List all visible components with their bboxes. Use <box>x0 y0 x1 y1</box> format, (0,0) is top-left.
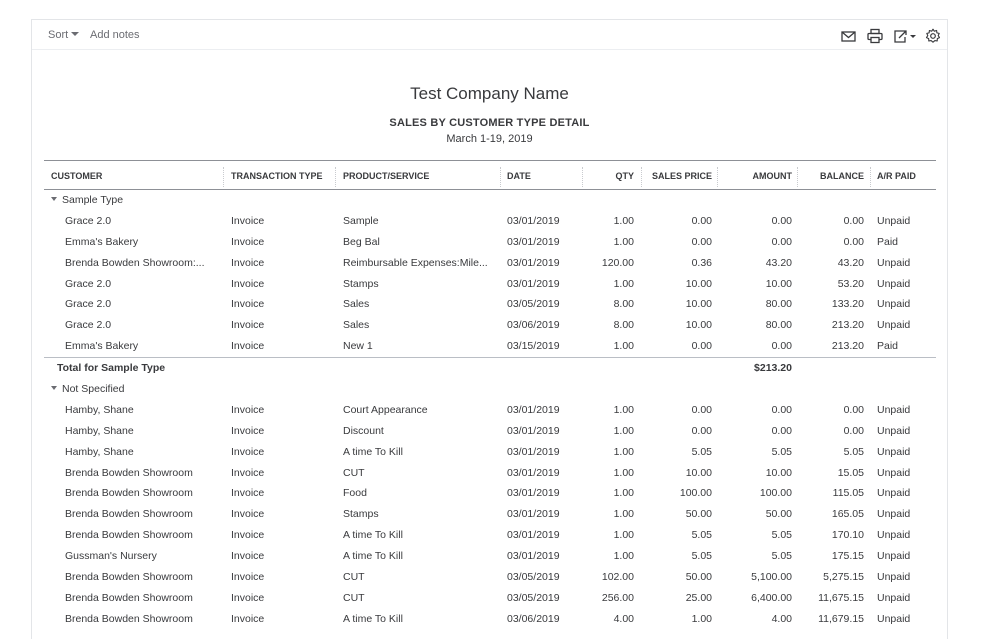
cell-ar-paid: Paid <box>877 235 899 248</box>
cell-sales-price: 0.00 <box>691 424 712 437</box>
column-resize-handle[interactable] <box>335 167 336 187</box>
cell-date: 03/01/2019 <box>507 256 560 269</box>
group-label <box>51 194 123 206</box>
cell-product-service: A time To Kill <box>343 529 403 542</box>
table-row[interactable] <box>44 483 936 504</box>
col-header-ar-paid[interactable]: A/R PAID <box>877 171 916 181</box>
cell-transaction-type[interactable]: Invoice <box>231 256 265 269</box>
cell-customer: Brenda Bowden Showroom:... <box>65 256 205 269</box>
table-row[interactable] <box>44 211 936 232</box>
table-body <box>44 190 936 630</box>
cell-ar-paid: Unpaid <box>877 403 911 416</box>
cell-balance: 133.20 <box>831 298 864 311</box>
cell-balance: 165.05 <box>831 508 864 521</box>
cell-qty: 256.00 <box>601 591 634 604</box>
cell-customer: Brenda Bowden Showroom <box>65 466 193 479</box>
cell-customer: Grace 2.0 <box>65 319 112 332</box>
cell-transaction-type[interactable]: Invoice <box>231 235 265 248</box>
cell-product-service: A time To Kill <box>343 550 403 563</box>
cell-customer: Grace 2.0 <box>65 298 112 311</box>
col-header-transaction-type[interactable]: TRANSACTION TYPE <box>231 171 323 181</box>
cell-customer: Emma's Bakery <box>65 340 139 353</box>
cell-ar-paid: Unpaid <box>877 256 911 269</box>
cell-product-service: New 1 <box>343 340 373 353</box>
cell-ar-paid: Unpaid <box>877 571 911 584</box>
cell-balance: 43.20 <box>837 256 864 269</box>
cell-date: 03/01/2019 <box>507 550 560 563</box>
cell-balance: 11,675.15 <box>818 591 864 604</box>
cell-transaction-type[interactable]: Invoice <box>231 487 265 500</box>
table-row[interactable] <box>44 274 936 295</box>
table-row[interactable] <box>44 588 936 609</box>
cell-amount: 80.00 <box>765 298 792 311</box>
mail-icon[interactable] <box>840 28 858 44</box>
cell-transaction-type[interactable]: Invoice <box>231 403 265 416</box>
cell-amount: 50.00 <box>765 508 792 521</box>
cell-customer: Hamby, Shane <box>65 445 134 458</box>
cell-balance: 0.00 <box>843 424 864 437</box>
cell-product-service: A time To Kill <box>343 612 403 625</box>
cell-ar-paid: Unpaid <box>877 319 911 332</box>
cell-sales-price: 5.05 <box>691 445 712 458</box>
sort-dropdown[interactable] <box>48 29 79 41</box>
cell-sales-price: 50.00 <box>685 571 712 584</box>
cell-qty: 1.00 <box>613 424 634 437</box>
report-panel <box>31 19 948 639</box>
column-resize-handle[interactable] <box>870 167 871 187</box>
cell-amount: 0.00 <box>771 235 792 248</box>
group-name: Sample Type <box>62 194 124 206</box>
cell-customer: Gussman's Nursery <box>65 550 157 563</box>
add-notes-link[interactable]: Add notes <box>90 29 140 41</box>
cell-date: 03/01/2019 <box>507 466 560 479</box>
cell-balance: 11,679.15 <box>818 612 864 625</box>
cell-transaction-type[interactable]: Invoice <box>231 571 265 584</box>
cell-product-service: CUT <box>343 571 365 584</box>
export-icon[interactable] <box>892 28 918 44</box>
cell-product-service: Sales <box>343 298 370 311</box>
cell-amount: 5.05 <box>771 445 792 458</box>
cell-amount: 43.20 <box>765 256 792 269</box>
cell-date: 03/05/2019 <box>507 571 560 584</box>
cell-transaction-type[interactable]: Invoice <box>231 529 265 542</box>
cell-ar-paid: Unpaid <box>877 591 911 604</box>
cell-qty: 8.00 <box>613 298 634 311</box>
cell-date: 03/05/2019 <box>507 591 560 604</box>
table-row[interactable] <box>44 525 936 546</box>
cell-ar-paid: Unpaid <box>877 508 911 521</box>
col-header-date[interactable]: DATE <box>507 171 531 181</box>
table-row[interactable] <box>44 567 936 588</box>
cell-date: 03/06/2019 <box>507 319 560 332</box>
company-name: Test Company Name <box>410 84 569 103</box>
cell-qty: 1.00 <box>613 466 634 479</box>
cell-amount: 10.00 <box>765 277 792 290</box>
table-row[interactable] <box>44 232 936 253</box>
cell-sales-price: 0.00 <box>691 403 712 416</box>
cell-amount: 5.05 <box>771 550 792 563</box>
cell-qty: 1.00 <box>613 214 634 227</box>
table-row[interactable] <box>44 546 936 567</box>
cell-customer: Brenda Bowden Showroom <box>65 529 193 542</box>
report-title: SALES BY CUSTOMER TYPE DETAIL <box>389 117 590 129</box>
cell-qty: 1.00 <box>613 529 634 542</box>
cell-amount: 4.00 <box>771 612 792 625</box>
cell-sales-price: 0.36 <box>691 256 712 269</box>
cell-amount: 5.05 <box>771 529 792 542</box>
table-row[interactable] <box>44 442 936 463</box>
cell-transaction-type[interactable]: Invoice <box>231 466 265 479</box>
cell-ar-paid: Unpaid <box>877 612 911 625</box>
cell-sales-price: 10.00 <box>685 319 712 332</box>
cell-qty: 1.00 <box>613 445 634 458</box>
cell-qty: 1.00 <box>613 487 634 500</box>
col-header-balance[interactable]: BALANCE <box>820 171 864 181</box>
cell-amount: 0.00 <box>771 214 792 227</box>
cell-balance: 53.20 <box>837 277 864 290</box>
cell-date: 03/01/2019 <box>507 508 560 521</box>
cell-transaction-type[interactable]: Invoice <box>231 277 265 290</box>
cell-ar-paid: Unpaid <box>877 550 911 563</box>
cell-customer: Brenda Bowden Showroom <box>65 508 193 521</box>
cell-ar-paid: Unpaid <box>877 529 911 542</box>
report-table <box>44 160 936 630</box>
group-header[interactable] <box>44 190 936 211</box>
cell-ar-paid: Unpaid <box>877 277 911 290</box>
group-total-amount[interactable]: $213.20 <box>754 362 792 375</box>
cell-date: 03/06/2019 <box>507 612 560 625</box>
sort-label: Sort <box>48 29 69 41</box>
cell-customer: Brenda Bowden Showroom <box>65 591 193 604</box>
print-icon[interactable] <box>866 28 884 44</box>
cell-amount: 5,100.00 <box>751 571 792 584</box>
cell-date: 03/01/2019 <box>507 403 560 416</box>
cell-customer: Emma's Bakery <box>65 235 139 248</box>
cell-balance: 170.10 <box>831 529 864 542</box>
cell-qty: 1.00 <box>613 235 634 248</box>
cell-balance: 213.20 <box>831 319 864 332</box>
cell-qty: 1.00 <box>613 508 634 521</box>
cell-qty: 4.00 <box>613 612 634 625</box>
column-resize-handle[interactable] <box>641 167 642 187</box>
cell-balance: 5.05 <box>843 445 864 458</box>
cell-transaction-type[interactable]: Invoice <box>231 424 265 437</box>
cell-transaction-type[interactable]: Invoice <box>231 591 265 604</box>
cell-date: 03/01/2019 <box>507 214 560 227</box>
cell-balance: 213.20 <box>831 340 864 353</box>
table-row[interactable] <box>44 253 936 274</box>
cell-ar-paid: Unpaid <box>877 214 911 227</box>
cell-ar-paid: Unpaid <box>877 424 911 437</box>
cell-date: 03/01/2019 <box>507 277 560 290</box>
column-resize-handle[interactable] <box>582 167 583 187</box>
col-header-sales-price[interactable]: SALES PRICE <box>651 171 712 181</box>
cell-sales-price: 0.00 <box>691 235 712 248</box>
table-row[interactable] <box>44 463 936 484</box>
column-resize-handle[interactable] <box>223 167 224 187</box>
cell-qty: 1.00 <box>613 340 634 353</box>
cell-amount: 10.00 <box>765 466 792 479</box>
cell-product-service: Discount <box>343 424 384 437</box>
report-date-range: March 1-19, 2019 <box>446 133 533 145</box>
cell-amount: 0.00 <box>771 340 792 353</box>
table-row[interactable] <box>44 336 936 357</box>
cell-transaction-type[interactable]: Invoice <box>231 508 265 521</box>
cell-qty: 120.00 <box>601 256 634 269</box>
cell-balance: 15.05 <box>837 466 864 479</box>
cell-sales-price: 25.00 <box>685 591 712 604</box>
table-header <box>44 160 936 190</box>
cell-product-service: Reimbursable Expenses:Mile... <box>343 256 488 269</box>
cell-transaction-type[interactable]: Invoice <box>231 340 265 353</box>
cell-date: 03/01/2019 <box>507 235 560 248</box>
gear-icon[interactable] <box>924 28 942 44</box>
cell-sales-price: 10.00 <box>685 298 712 311</box>
column-resize-handle[interactable] <box>717 167 718 187</box>
column-resize-handle[interactable] <box>500 167 501 187</box>
cell-qty: 8.00 <box>613 319 634 332</box>
cell-customer: Hamby, Shane <box>65 403 134 416</box>
cell-date: 03/05/2019 <box>507 298 560 311</box>
table-row[interactable] <box>44 400 936 421</box>
cell-product-service: Sample <box>343 214 379 227</box>
cell-sales-price: 100.00 <box>679 487 712 500</box>
cell-sales-price: 5.05 <box>691 550 712 563</box>
cell-sales-price: 0.00 <box>691 340 712 353</box>
cell-customer: Brenda Bowden Showroom <box>65 612 193 625</box>
col-header-amount[interactable]: AMOUNT <box>752 171 792 181</box>
cell-product-service: CUT <box>343 591 365 604</box>
cell-ar-paid: Unpaid <box>877 466 911 479</box>
cell-amount: 6,400.00 <box>751 591 792 604</box>
cell-amount: 0.00 <box>771 424 792 437</box>
caret-down-icon <box>71 32 79 36</box>
cell-amount: 0.00 <box>771 403 792 416</box>
cell-transaction-type[interactable]: Invoice <box>231 298 265 311</box>
cell-transaction-type[interactable]: Invoice <box>231 612 265 625</box>
cell-customer: Brenda Bowden Showroom <box>65 487 193 500</box>
cell-balance: 115.05 <box>832 487 864 500</box>
cell-transaction-type[interactable]: Invoice <box>231 445 265 458</box>
cell-customer: Hamby, Shane <box>65 424 134 437</box>
cell-amount: 100.00 <box>759 487 792 500</box>
cell-ar-paid: Unpaid <box>877 487 911 500</box>
cell-product-service: A time To Kill <box>343 445 403 458</box>
cell-qty: 1.00 <box>613 277 634 290</box>
col-header-qty[interactable]: QTY <box>615 171 634 181</box>
cell-product-service: Food <box>343 487 367 500</box>
table-row[interactable] <box>44 504 936 525</box>
cell-customer: Brenda Bowden Showroom <box>65 571 193 584</box>
cell-customer: Grace 2.0 <box>65 214 112 227</box>
cell-amount: 80.00 <box>765 319 792 332</box>
collapse-caret-icon[interactable] <box>51 386 57 390</box>
cell-product-service: Beg Bal <box>343 235 380 248</box>
cell-date: 03/01/2019 <box>507 487 560 500</box>
group-total-label: Total for Sample Type <box>57 362 166 375</box>
cell-balance: 0.00 <box>843 214 864 227</box>
cell-product-service: CUT <box>343 466 365 479</box>
cell-sales-price: 10.00 <box>685 466 712 479</box>
cell-ar-paid: Paid <box>877 340 899 353</box>
table-row[interactable] <box>44 421 936 442</box>
group-name: Not Specified <box>62 383 125 396</box>
cell-sales-price: 10.00 <box>685 277 712 290</box>
cell-date: 03/01/2019 <box>507 529 560 542</box>
cell-customer: Grace 2.0 <box>65 277 112 290</box>
cell-transaction-type[interactable]: Invoice <box>231 214 265 227</box>
cell-balance: 5,275.15 <box>823 571 864 584</box>
cell-sales-price: 0.00 <box>691 214 712 227</box>
cell-product-service: Stamps <box>343 508 379 521</box>
cell-date: 03/15/2019 <box>507 340 560 353</box>
cell-qty: 1.00 <box>613 403 634 416</box>
cell-date: 03/01/2019 <box>507 424 560 437</box>
col-header-customer[interactable]: CUSTOMER <box>51 171 103 181</box>
group-total-row <box>44 357 936 379</box>
collapse-caret-icon[interactable] <box>51 197 57 201</box>
cell-sales-price: 50.00 <box>685 508 712 521</box>
table-row[interactable] <box>44 294 936 315</box>
cell-balance: 0.00 <box>843 235 864 248</box>
cell-sales-price: 5.05 <box>691 529 712 542</box>
cell-transaction-type[interactable]: Invoice <box>231 319 265 332</box>
cell-transaction-type[interactable]: Invoice <box>231 550 265 563</box>
cell-ar-paid: Unpaid <box>877 445 911 458</box>
col-header-product-service[interactable]: PRODUCT/SERVICE <box>343 171 430 181</box>
cell-balance: 175.15 <box>831 550 864 563</box>
cell-product-service: Stamps <box>343 277 379 290</box>
cell-qty: 102.00 <box>601 571 634 584</box>
cell-ar-paid: Unpaid <box>877 298 911 311</box>
table-row[interactable] <box>44 315 936 336</box>
table-row[interactable] <box>44 609 936 630</box>
cell-qty: 1.00 <box>613 550 634 563</box>
cell-product-service: Court Appearance <box>343 403 428 416</box>
report-toolbar <box>32 20 947 50</box>
cell-date: 03/01/2019 <box>507 445 560 458</box>
group-label <box>51 383 124 395</box>
cell-balance: 0.00 <box>843 403 864 416</box>
group-header[interactable] <box>44 379 936 400</box>
cell-sales-price: 1.00 <box>691 612 712 625</box>
cell-product-service: Sales <box>343 319 370 332</box>
